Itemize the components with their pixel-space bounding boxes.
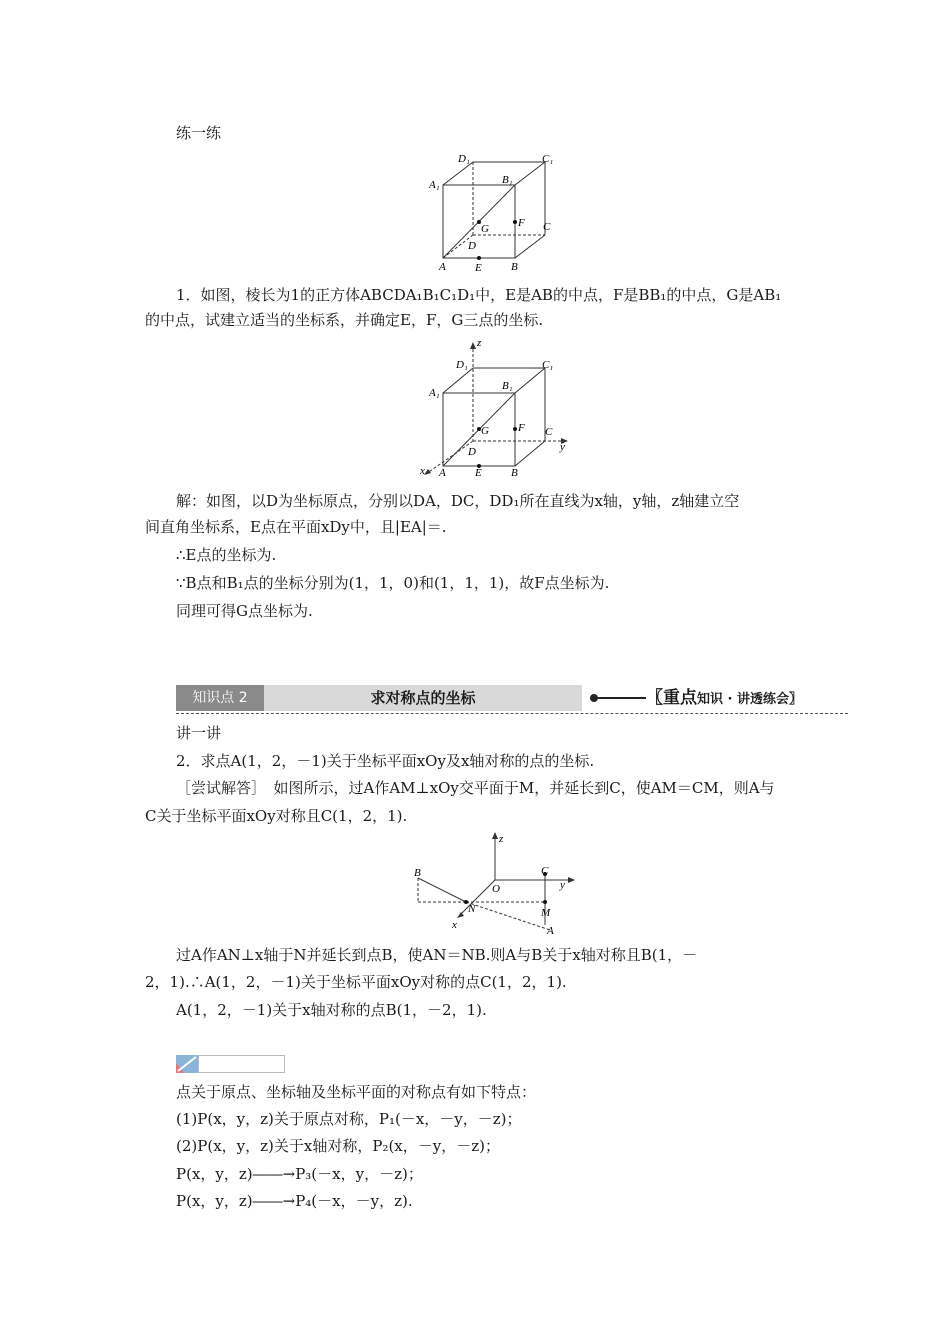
cube-figure-1 (425, 150, 565, 275)
notes-line-3: (2)P(x，y，z)关于x轴对称，P₂(x，－y，－z)； (176, 1137, 500, 1155)
question-1-line-1: 1．如图，棱长为1的正方体ABCDA₁B₁C₁D₁中，E是AB的中点，F是BB₁的中点，G是AB₁ (176, 286, 782, 304)
label-D1: D₁ (458, 153, 470, 165)
label-D-2: D (468, 446, 476, 458)
label-x: x (420, 465, 425, 477)
label-C-2: C (545, 426, 553, 438)
emphasis-sub: 知识 · 讲透练会〗 (697, 692, 802, 707)
label-A1: A₁ (429, 179, 440, 191)
practice-heading: 练一练 (176, 124, 222, 142)
solution-line-2: 间直角坐标系，E点在平面xDy中，且|EA|＝. (145, 518, 447, 536)
question-1-line-2: 的中点，试建立适当的坐标系，并确定E，F，G三点的坐标. (145, 311, 544, 329)
solution-line-3: ∴E点的坐标为. (176, 546, 277, 564)
try-answer-line-2: C关于坐标平面xOy对称且C(1，2，1). (145, 807, 408, 825)
section-banner (176, 685, 848, 713)
label-A-2: A (439, 467, 446, 478)
section-emphasis (646, 685, 802, 711)
symmetry-figure (410, 830, 580, 935)
emphasis-main: 〖重点 (646, 688, 697, 708)
lecture-heading: 讲一讲 (176, 724, 222, 742)
label-z: z (477, 338, 482, 349)
label-F: F (518, 217, 525, 229)
label-B-2: B (511, 467, 518, 478)
label-D1-2: D₁ (456, 359, 468, 371)
banner-rule (598, 697, 646, 699)
label-C1: C₁ (542, 153, 554, 165)
axis-label-y: y (560, 879, 565, 891)
label-B1: B₁ (502, 174, 513, 186)
label-E-2: E (475, 467, 482, 478)
label-F-2: F (518, 422, 525, 434)
point-label-O: O (492, 883, 500, 895)
after-line-2: 2，1).∴A(1，2，－1)关于坐标平面xOy对称的点C(1，2，1). (145, 973, 567, 991)
point-label-M: M (541, 907, 551, 919)
label-B: B (511, 261, 518, 273)
notes-line-1: 点关于原点、坐标轴及坐标平面的对称点有如下特点： (176, 1083, 537, 1101)
try-answer-line-1: ［尝试解答］ 如图所示，过A作AM⊥xOy交平面于M，并延长到C，使AM＝CM，则A与 (176, 779, 775, 797)
label-y: y (560, 441, 565, 453)
section-tag: 知识点 2 (176, 685, 264, 711)
solution-line-1: 解：如图，以D为坐标原点，分别以DA，DC，DD₁所在直线为x轴，y轴，z轴建立空 (176, 492, 740, 510)
point-label-C: C (541, 865, 549, 877)
notes-line-2: (1)P(x，y，z)关于原点对称，P₁(－x，－y，－z)； (176, 1110, 522, 1128)
point-label-N: N (468, 903, 476, 915)
point-label-A: A (547, 925, 554, 935)
label-C1-2: C₁ (542, 359, 554, 371)
question-2: 2．求点A(1，2，－1)关于坐标平面xOy及x轴对称的点的坐标. (176, 752, 595, 770)
label-G-2: G (481, 425, 489, 437)
label-A: A (439, 261, 446, 273)
label-C: C (543, 221, 551, 233)
label-D: D (468, 240, 476, 252)
label-G: G (481, 223, 489, 235)
label-A1-2: A₁ (429, 387, 440, 399)
axis-label-z: z (499, 833, 504, 845)
label-E: E (475, 262, 482, 274)
after-line-3: A(1，2，－1)关于x轴对称的点B(1，－2，1). (176, 1001, 487, 1019)
point-label-B: B (414, 867, 421, 879)
after-line-1: 过A作AN⊥x轴于N并延长到点B，使AN＝NB.则A与B关于x轴对称且B(1，－ (176, 946, 698, 964)
label-B1-2: B₁ (502, 380, 513, 392)
axis-label-x: x (452, 919, 457, 931)
cube-figure-2 (418, 338, 570, 478)
note-icon (176, 1055, 198, 1073)
banner-dot (590, 694, 598, 702)
note-title-box (198, 1055, 285, 1073)
solution-line-5: 同理可得G点坐标为. (176, 602, 313, 620)
banner-dashed-underline (176, 713, 848, 714)
notes-line-5: P(x，y，z)――→P₄(－x，－y，z). (176, 1192, 413, 1210)
solution-line-4: ∵B点和B₁点的坐标分别为(1，1，0)和(1，1，1)，故F点坐标为. (176, 574, 610, 592)
notes-line-4: P(x，y，z)――→P₃(－x，y，－z)； (176, 1165, 423, 1183)
section-title: 求对称点的坐标 (264, 685, 582, 711)
